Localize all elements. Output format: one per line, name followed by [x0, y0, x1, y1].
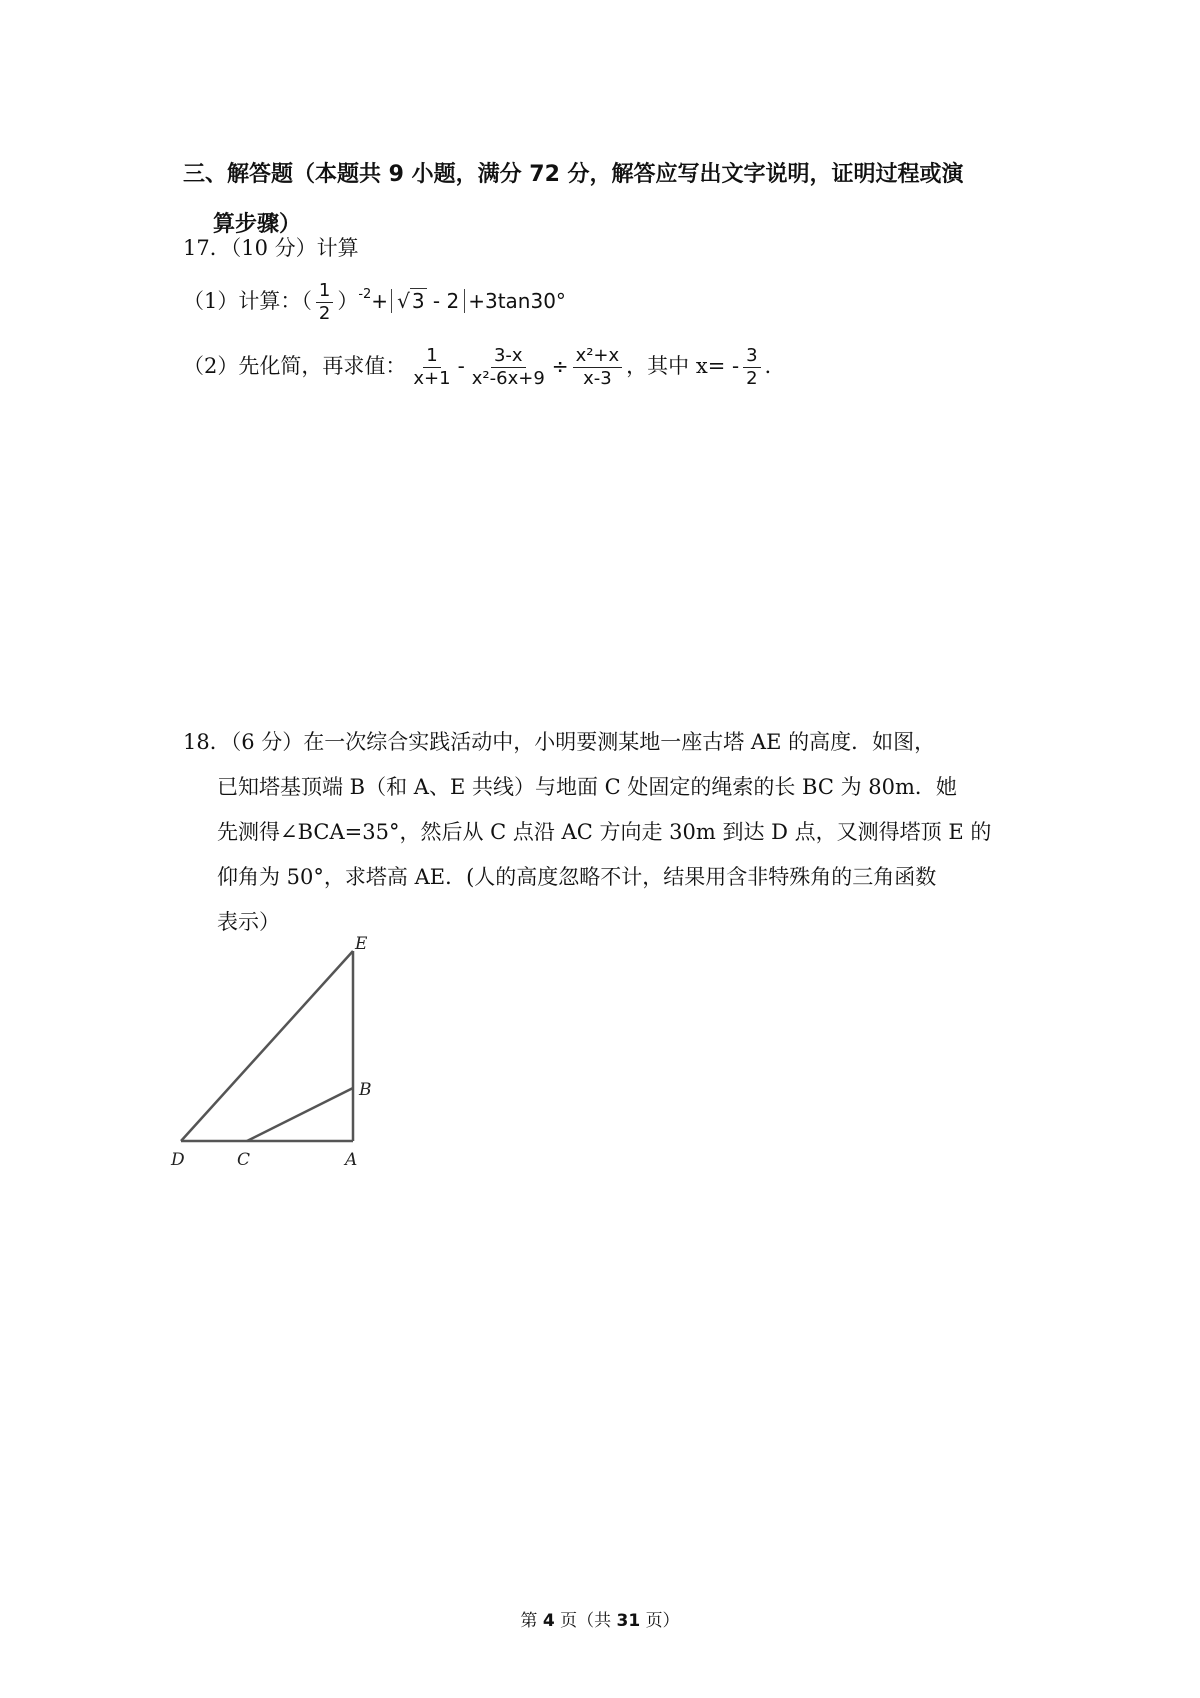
frac-numerator: 3 [743, 345, 760, 368]
tan-term: +3tan30° [468, 289, 566, 313]
frac-numerator: 1 [423, 345, 440, 368]
q17-part1-label: （1）计算：（ [183, 289, 312, 313]
footer-pre: 第 [520, 1611, 538, 1631]
q17-header: 17．（10 分）计算 [183, 236, 359, 260]
q17-part2 [183, 345, 771, 390]
footer-mid: 页（共 [560, 1611, 612, 1631]
q17-part1 [183, 280, 566, 325]
label-C: C [237, 1150, 251, 1170]
label-A: A [345, 1150, 358, 1170]
label-E: E [355, 934, 368, 954]
section-title-line-1: 三、解答题（本题共 9 小题，满分 72 分，解答应写出文字说明，证明过程或演 [183, 162, 964, 187]
frac-denominator: 2 [746, 368, 758, 389]
fraction-1 [410, 345, 453, 390]
plus-sign: + [371, 289, 389, 313]
condition-text: ，其中 x= - [626, 354, 740, 378]
page-footer [0, 1606, 1200, 1631]
fraction-3 [573, 345, 623, 390]
minus-two: - 2 [432, 289, 460, 313]
half-fraction [316, 280, 333, 325]
section-title-line-2: 算步骤） [213, 212, 302, 237]
minus-operator: - [457, 354, 465, 378]
line-CB [247, 1088, 353, 1141]
q18-first-line: 18．（6 分）在一次综合实践活动中，小明要测某地一座古塔 AE 的高度．如图， [183, 730, 936, 754]
q18-line-4: 表示） [217, 910, 280, 934]
frac-denominator: x+1 [413, 368, 451, 389]
close-paren: ） [337, 289, 359, 313]
sqrt-argument: 3 [411, 289, 425, 313]
frac-denominator: x²-6x+9 [471, 368, 545, 389]
line-DE [181, 951, 353, 1141]
q18-line-1: 已知塔基顶端 B（和 A、E 共线）与地面 C 处固定的绳索的长 BC 为 80m．她 [217, 775, 957, 799]
divide-operator: ÷ [551, 354, 569, 378]
footer-post: 页） [645, 1611, 680, 1631]
q18-text [183, 720, 1043, 945]
total-pages: 31 [616, 1611, 641, 1631]
frac-denominator: 2 [318, 303, 331, 324]
current-page: 4 [542, 1611, 555, 1631]
q18-line-3: 仰角为 50°，求塔高 AE．(人的高度忽略不计，结果用含非特殊角的三角函数 [217, 865, 937, 889]
frac-numerator: 1 [316, 280, 333, 303]
tower-figure [171, 934, 415, 1185]
label-D: D [171, 1150, 185, 1170]
q18-line-2: 先测得∠BCA=35°，然后从 C 点沿 AC 方向走 30m 到达 D 点，又测得塔顶 E 的 [217, 820, 992, 844]
label-B: B [359, 1080, 372, 1100]
frac-numerator: x²+x [573, 345, 623, 368]
frac-denominator: x-3 [583, 368, 612, 389]
frac-numerator: 3-x [491, 345, 526, 368]
absolute-value: √ 3 - 2 [391, 289, 465, 313]
exponent: -2 [358, 287, 372, 302]
q17-part2-label: （2）先化简，再求值： [183, 354, 407, 378]
fraction-2 [469, 345, 548, 390]
period: . [764, 354, 772, 378]
value-fraction [743, 345, 760, 390]
